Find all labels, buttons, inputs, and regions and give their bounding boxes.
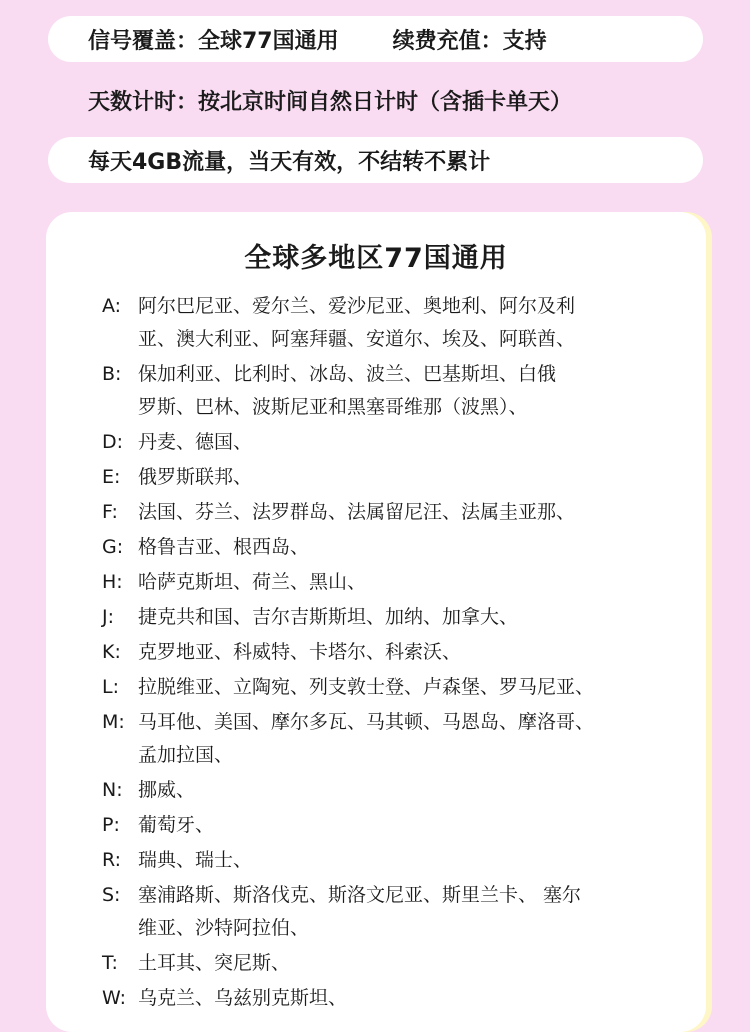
data-policy-text: 每天4GB流量，当天有效，不结转不累计: [88, 149, 491, 175]
recharge-text: 续费充值：支持: [392, 28, 547, 54]
entry-countries-line: 土耳其、突尼斯、: [138, 952, 291, 974]
entry-countries: [138, 947, 697, 980]
entry-countries: [138, 461, 697, 494]
day-count-text: 天数计时：按北京时间自然日计时（含插卡单天）: [88, 89, 573, 115]
entry-letter: M:: [102, 711, 125, 733]
entry-countries: [138, 496, 697, 529]
entry-letter: G:: [102, 536, 124, 558]
entry-countries: [138, 566, 697, 599]
country-entry: [102, 426, 697, 459]
entry-letter: F:: [102, 501, 118, 523]
info-row-data-policy: [48, 137, 703, 183]
entry-letter: T:: [102, 952, 118, 974]
coverage-text: 信号覆盖：全球77国通用: [88, 28, 339, 54]
entry-countries: [138, 636, 697, 669]
entry-countries-line: 维亚、沙特阿拉伯、: [138, 917, 310, 939]
country-entry: [102, 809, 697, 842]
entry-countries-line: 俄罗斯联邦、: [138, 466, 253, 488]
entry-countries: [138, 879, 697, 945]
country-entry: [102, 671, 697, 704]
entry-countries-line: 瑞典、瑞士、: [138, 849, 253, 871]
country-entry: [102, 358, 697, 424]
country-entry: [102, 531, 697, 564]
entry-countries-line: 哈萨克斯坦、荷兰、黑山、: [138, 571, 367, 593]
country-entry: [102, 774, 697, 807]
entry-letter: E:: [102, 466, 121, 488]
entry-countries: [138, 358, 697, 424]
entry-letter: J:: [102, 606, 115, 628]
entry-countries-line: 捷克共和国、吉尔吉斯斯坦、加纳、加拿大、: [138, 606, 519, 628]
entry-countries-line: 塞浦路斯、斯洛伐克、斯洛文尼亚、斯里兰卡、 塞尔: [138, 884, 582, 906]
info-row-day-count: [48, 77, 703, 123]
entry-countries-line: 葡萄牙、: [138, 814, 215, 836]
country-entry: [102, 879, 697, 945]
entry-letter: P:: [102, 814, 120, 836]
entry-countries-line: 孟加拉国、: [138, 744, 234, 766]
entry-countries-line: 挪威、: [138, 779, 196, 801]
country-entry: [102, 844, 697, 877]
entry-letter: S:: [102, 884, 121, 906]
entry-letter: D:: [102, 431, 124, 453]
country-entry: [102, 947, 697, 980]
country-entry: [102, 601, 697, 634]
entry-countries: [138, 982, 697, 1015]
entry-countries-line: 亚、澳大利亚、阿塞拜疆、安道尔、埃及、阿联酋、: [138, 328, 576, 350]
entry-letter: N:: [102, 779, 123, 801]
entry-letter: H:: [102, 571, 123, 593]
entry-countries-line: 马耳他、美国、摩尔多瓦、马其顿、马恩岛、摩洛哥、: [138, 711, 595, 733]
entry-countries: [138, 809, 697, 842]
entry-letter: B:: [102, 363, 122, 385]
entry-countries-line: 法国、芬兰、法罗群岛、法属留尼汪、法属圭亚那、: [138, 501, 576, 523]
card-title: 全球多地区77国通用: [244, 243, 508, 274]
country-entry: [102, 496, 697, 529]
entry-countries: [138, 290, 697, 356]
country-entry: [102, 566, 697, 599]
entry-letter: L:: [102, 676, 119, 698]
entry-countries-line: 阿尔巴尼亚、爱尔兰、爱沙尼亚、奥地利、阿尔及利: [138, 295, 576, 317]
entry-letter: R:: [102, 849, 122, 871]
entry-countries: [138, 671, 697, 704]
entry-countries-line: 格鲁吉亚、根西岛、: [138, 536, 310, 558]
info-row-coverage: [48, 16, 703, 62]
country-entry: [102, 290, 697, 356]
entry-letter: K:: [102, 641, 121, 663]
country-entry: [102, 461, 697, 494]
entry-countries-line: 保加利亚、比利时、冰岛、波兰、巴基斯坦、白俄: [138, 363, 557, 385]
country-entry: [102, 706, 697, 772]
country-entry: [102, 636, 697, 669]
entry-countries: [138, 601, 697, 634]
entry-countries: [138, 426, 697, 459]
entry-letter: A:: [102, 295, 122, 317]
entry-countries-line: 拉脱维亚、立陶宛、列支敦士登、卢森堡、罗马尼亚、: [138, 676, 595, 698]
country-list-card: [46, 212, 706, 1032]
entry-countries: [138, 531, 697, 564]
entry-countries-line: 克罗地亚、科威特、卡塔尔、科索沃、: [138, 641, 462, 663]
entry-countries-line: 乌克兰、乌兹别克斯坦、: [138, 987, 348, 1009]
country-entry: [102, 982, 697, 1015]
entry-countries: [138, 774, 697, 807]
entry-countries: [138, 844, 697, 877]
entry-letter: W:: [102, 987, 127, 1009]
entry-countries-line: 丹麦、德国、: [138, 431, 253, 453]
entry-countries-line: 罗斯、巴林、波斯尼亚和黑塞哥维那（波黑）、: [138, 396, 528, 418]
country-entries: [102, 290, 697, 1017]
entry-countries: [138, 706, 697, 772]
